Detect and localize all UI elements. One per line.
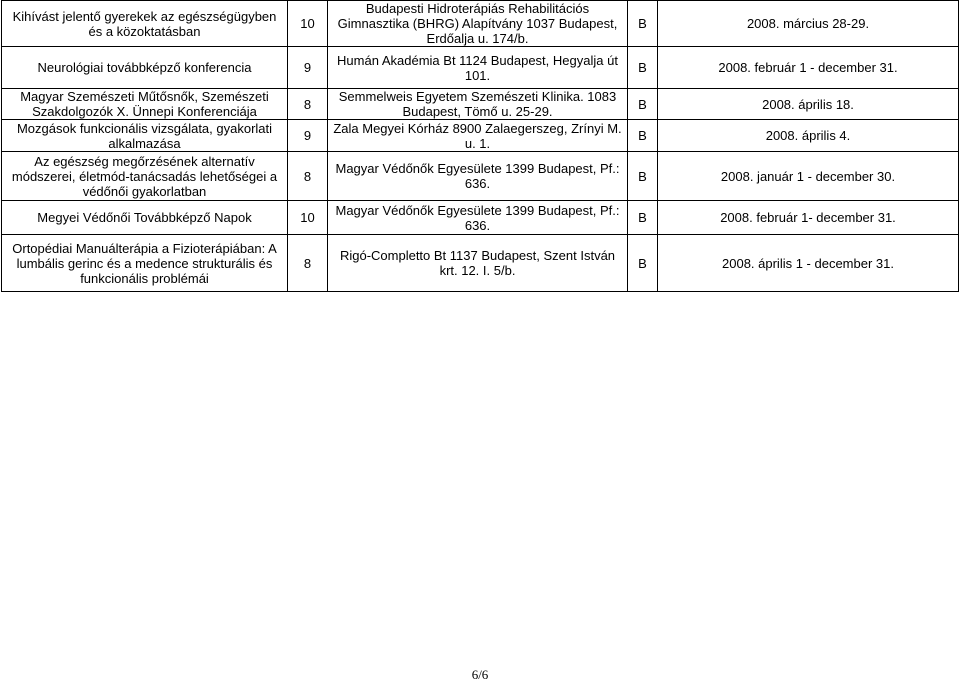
- course-type-code: B: [628, 1, 658, 47]
- course-title: Kihívást jelentő gyerekek az egészségügyben és a közoktatásban: [2, 1, 288, 47]
- course-type-code: B: [628, 152, 658, 201]
- course-type-code: B: [628, 120, 658, 152]
- course-venue: Budapesti Hidroterápiás Rehabilitációs Gimnasztika (BHRG) Alapítvány 1037 Budapest, Erdőalja u. 174/b.: [328, 1, 628, 47]
- credit-points: 8: [288, 89, 328, 120]
- course-title: Neurológiai továbbképző konferencia: [2, 47, 288, 89]
- course-title: Mozgások funkcionális vizsgálata, gyakorlati alkalmazása: [2, 120, 288, 152]
- credit-points: 10: [288, 1, 328, 47]
- credit-points: 9: [288, 47, 328, 89]
- course-venue: Magyar Védőnők Egyesülete 1399 Budapest, Pf.: 636.: [328, 152, 628, 201]
- table-row: [2, 47, 959, 89]
- credit-points: 9: [288, 120, 328, 152]
- course-venue: Semmelweis Egyetem Szemészeti Klinika. 1083 Budapest, Tömő u. 25-29.: [328, 89, 628, 120]
- course-title: Magyar Szemészeti Műtősnők, Szemészeti Szakdolgozók X. Ünnepi Konferenciája: [2, 89, 288, 120]
- course-type-code: B: [628, 89, 658, 120]
- credit-points: 10: [288, 201, 328, 235]
- course-venue: Zala Megyei Kórház 8900 Zalaegerszeg, Zrínyi M. u. 1.: [328, 120, 628, 152]
- course-date: 2008. január 1 - december 30.: [658, 152, 959, 201]
- course-date: 2008. április 4.: [658, 120, 959, 152]
- page-number: 6/6: [471, 667, 489, 682]
- credit-points: 8: [288, 235, 328, 292]
- table-row: [2, 201, 959, 235]
- course-list-page: [1, 0, 959, 292]
- course-table: [1, 0, 959, 292]
- course-title: Megyei Védőnői Továbbképző Napok: [2, 201, 288, 235]
- table-row: [2, 235, 959, 292]
- course-date: 2008. április 1 - december 31.: [658, 235, 959, 292]
- course-date: 2008. február 1- december 31.: [658, 201, 959, 235]
- course-venue: Humán Akadémia Bt 1124 Budapest, Hegyalja út 101.: [328, 47, 628, 89]
- course-date: 2008. március 28-29.: [658, 1, 959, 47]
- course-date: 2008. április 18.: [658, 89, 959, 120]
- table-row: [2, 1, 959, 47]
- table-row: [2, 120, 959, 152]
- table-row: [2, 89, 959, 120]
- course-title: Ortopédiai Manuálterápia a Fizioterápiában: A lumbális gerinc és a medence strukturális és funkcionális problémái: [2, 235, 288, 292]
- course-venue: Magyar Védőnők Egyesülete 1399 Budapest, Pf.: 636.: [328, 201, 628, 235]
- course-type-code: B: [628, 47, 658, 89]
- course-type-code: B: [628, 235, 658, 292]
- course-type-code: B: [628, 201, 658, 235]
- credit-points: 8: [288, 152, 328, 201]
- course-date: 2008. február 1 - december 31.: [658, 47, 959, 89]
- course-title: Az egészség megőrzésének alternatív módszerei, életmód-tanácsadás lehetőségei a védőnői gyakorlatban: [2, 152, 288, 201]
- table-row: [2, 152, 959, 201]
- course-venue: Rigó-Completto Bt 1137 Budapest, Szent István krt. 12. I. 5/b.: [328, 235, 628, 292]
